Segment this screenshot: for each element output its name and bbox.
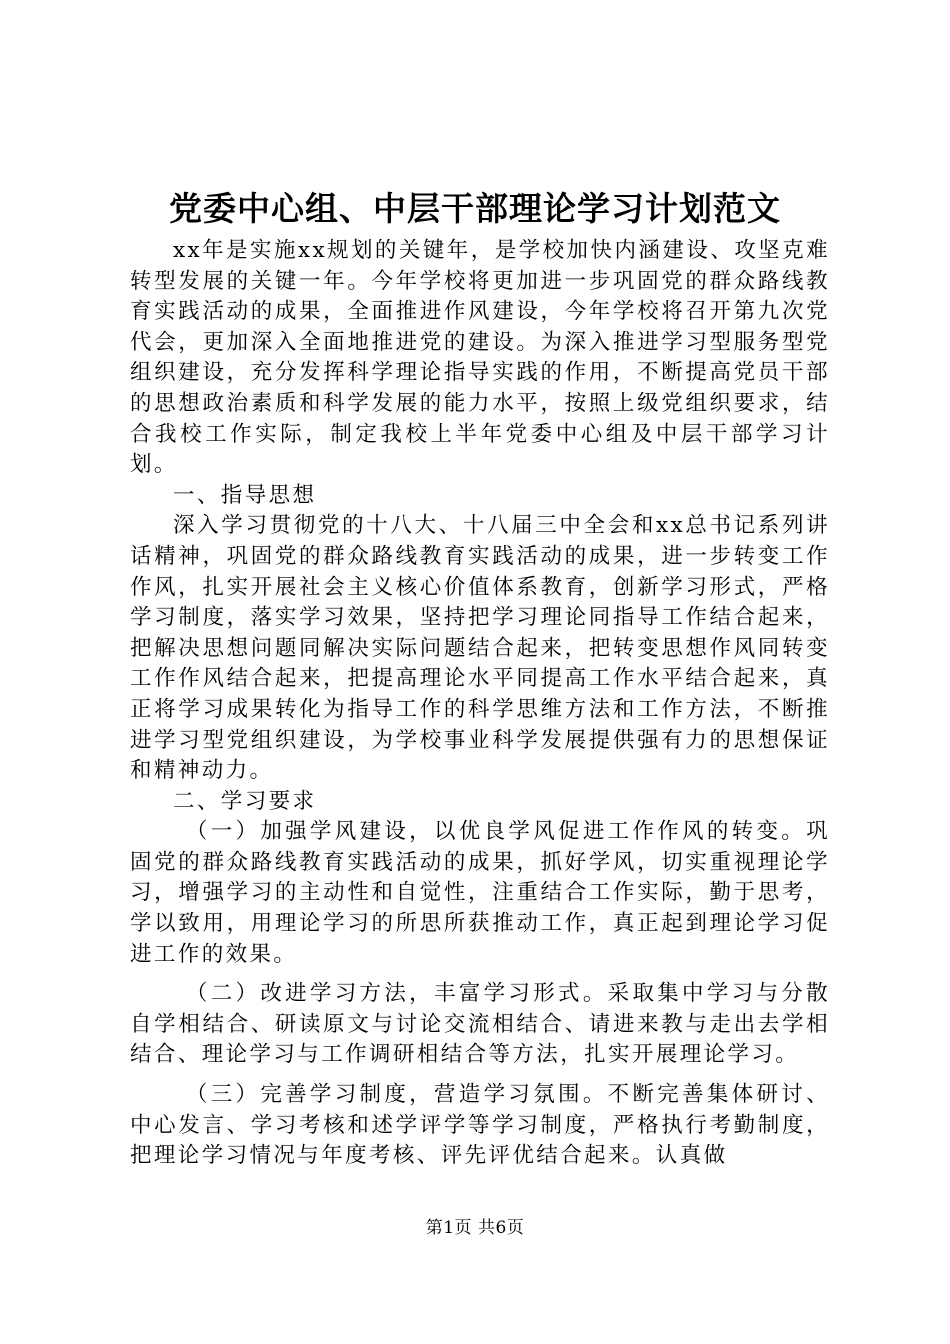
section-heading-study-requirements: 二、学习要求 xyxy=(173,788,317,814)
requirement-paragraph-2: （二）改进学习方法，丰富学习形式。采取集中学习与分散自学相结合、研读原文与讨论交流相结合、请进来教与走出去学相结合、理论学习与工作调研相结合等方法，扎实开展理论学习。 xyxy=(130,981,830,1068)
section-heading-guiding-thought: 一、指导思想 xyxy=(173,482,317,508)
document-body xyxy=(130,236,830,1172)
page-footer: 第1页 共6页 xyxy=(425,1218,525,1238)
requirement-paragraph-1: （一）加强学风建设，以优良学风促进工作作风的转变。巩固党的群众路线教育实践活动的成果，抓好学风，切实重视理论学习，增强学习的主动性和自觉性，注重结合工作实际，勤于思考，学以致用，用理论学习的所思所获推动工作，真正起到理论学习促进工作的效果。 xyxy=(130,819,830,967)
intro-paragraph: xx年是实施xx规划的关键年，是学校加快内涵建设、攻坚克难转型发展的关键一年。今年学校将更加进一步巩固党的群众路线教育实践活动的成果，全面推进作风建设，今年学校将召开第九次党代会，更加深入全面地推进党的建设。为深入推进学习型服务型党组织建设，充分发挥科学理论指导实践的作用，不断提高党员干部的思想政治素质和科学发展的能力水平，按照上级党组织要求，结合我校工作实际，制定我校上半年党委中心组及中层干部学习计划。 xyxy=(130,238,830,478)
document-title: 党委中心组、中层干部理论学习计划范文 xyxy=(169,189,781,228)
requirement-paragraph-3: （三）完善学习制度，营造学习氛围。不断完善集体研讨、中心发言、学习考核和述学评学等学习制度，严格执行考勤制度，把理论学习情况与年度考核、评先评优结合起来。认真做 xyxy=(130,1082,830,1169)
guiding-thought-paragraph: 深入学习贯彻党的十八大、十八届三中全会和xx总书记系列讲话精神，巩固党的群众路线教育实践活动的成果，进一步转变工作作风，扎实开展社会主义核心价值体系教育，创新学习形式，严格学习制度，落实学习效果，坚持把学习理论同指导工作结合起来，把解决思想问题同解决实际问题结合起来，把转变思想作风同转变工作作风结合起来，把提高理论水平同提高工作水平结合起来，真正将学习成果转化为指导工作的科学思维方法和工作方法，不断推进学习型党组织建设，为学校事业科学发展提供强有力的思想保证和精神动力。 xyxy=(130,513,830,784)
